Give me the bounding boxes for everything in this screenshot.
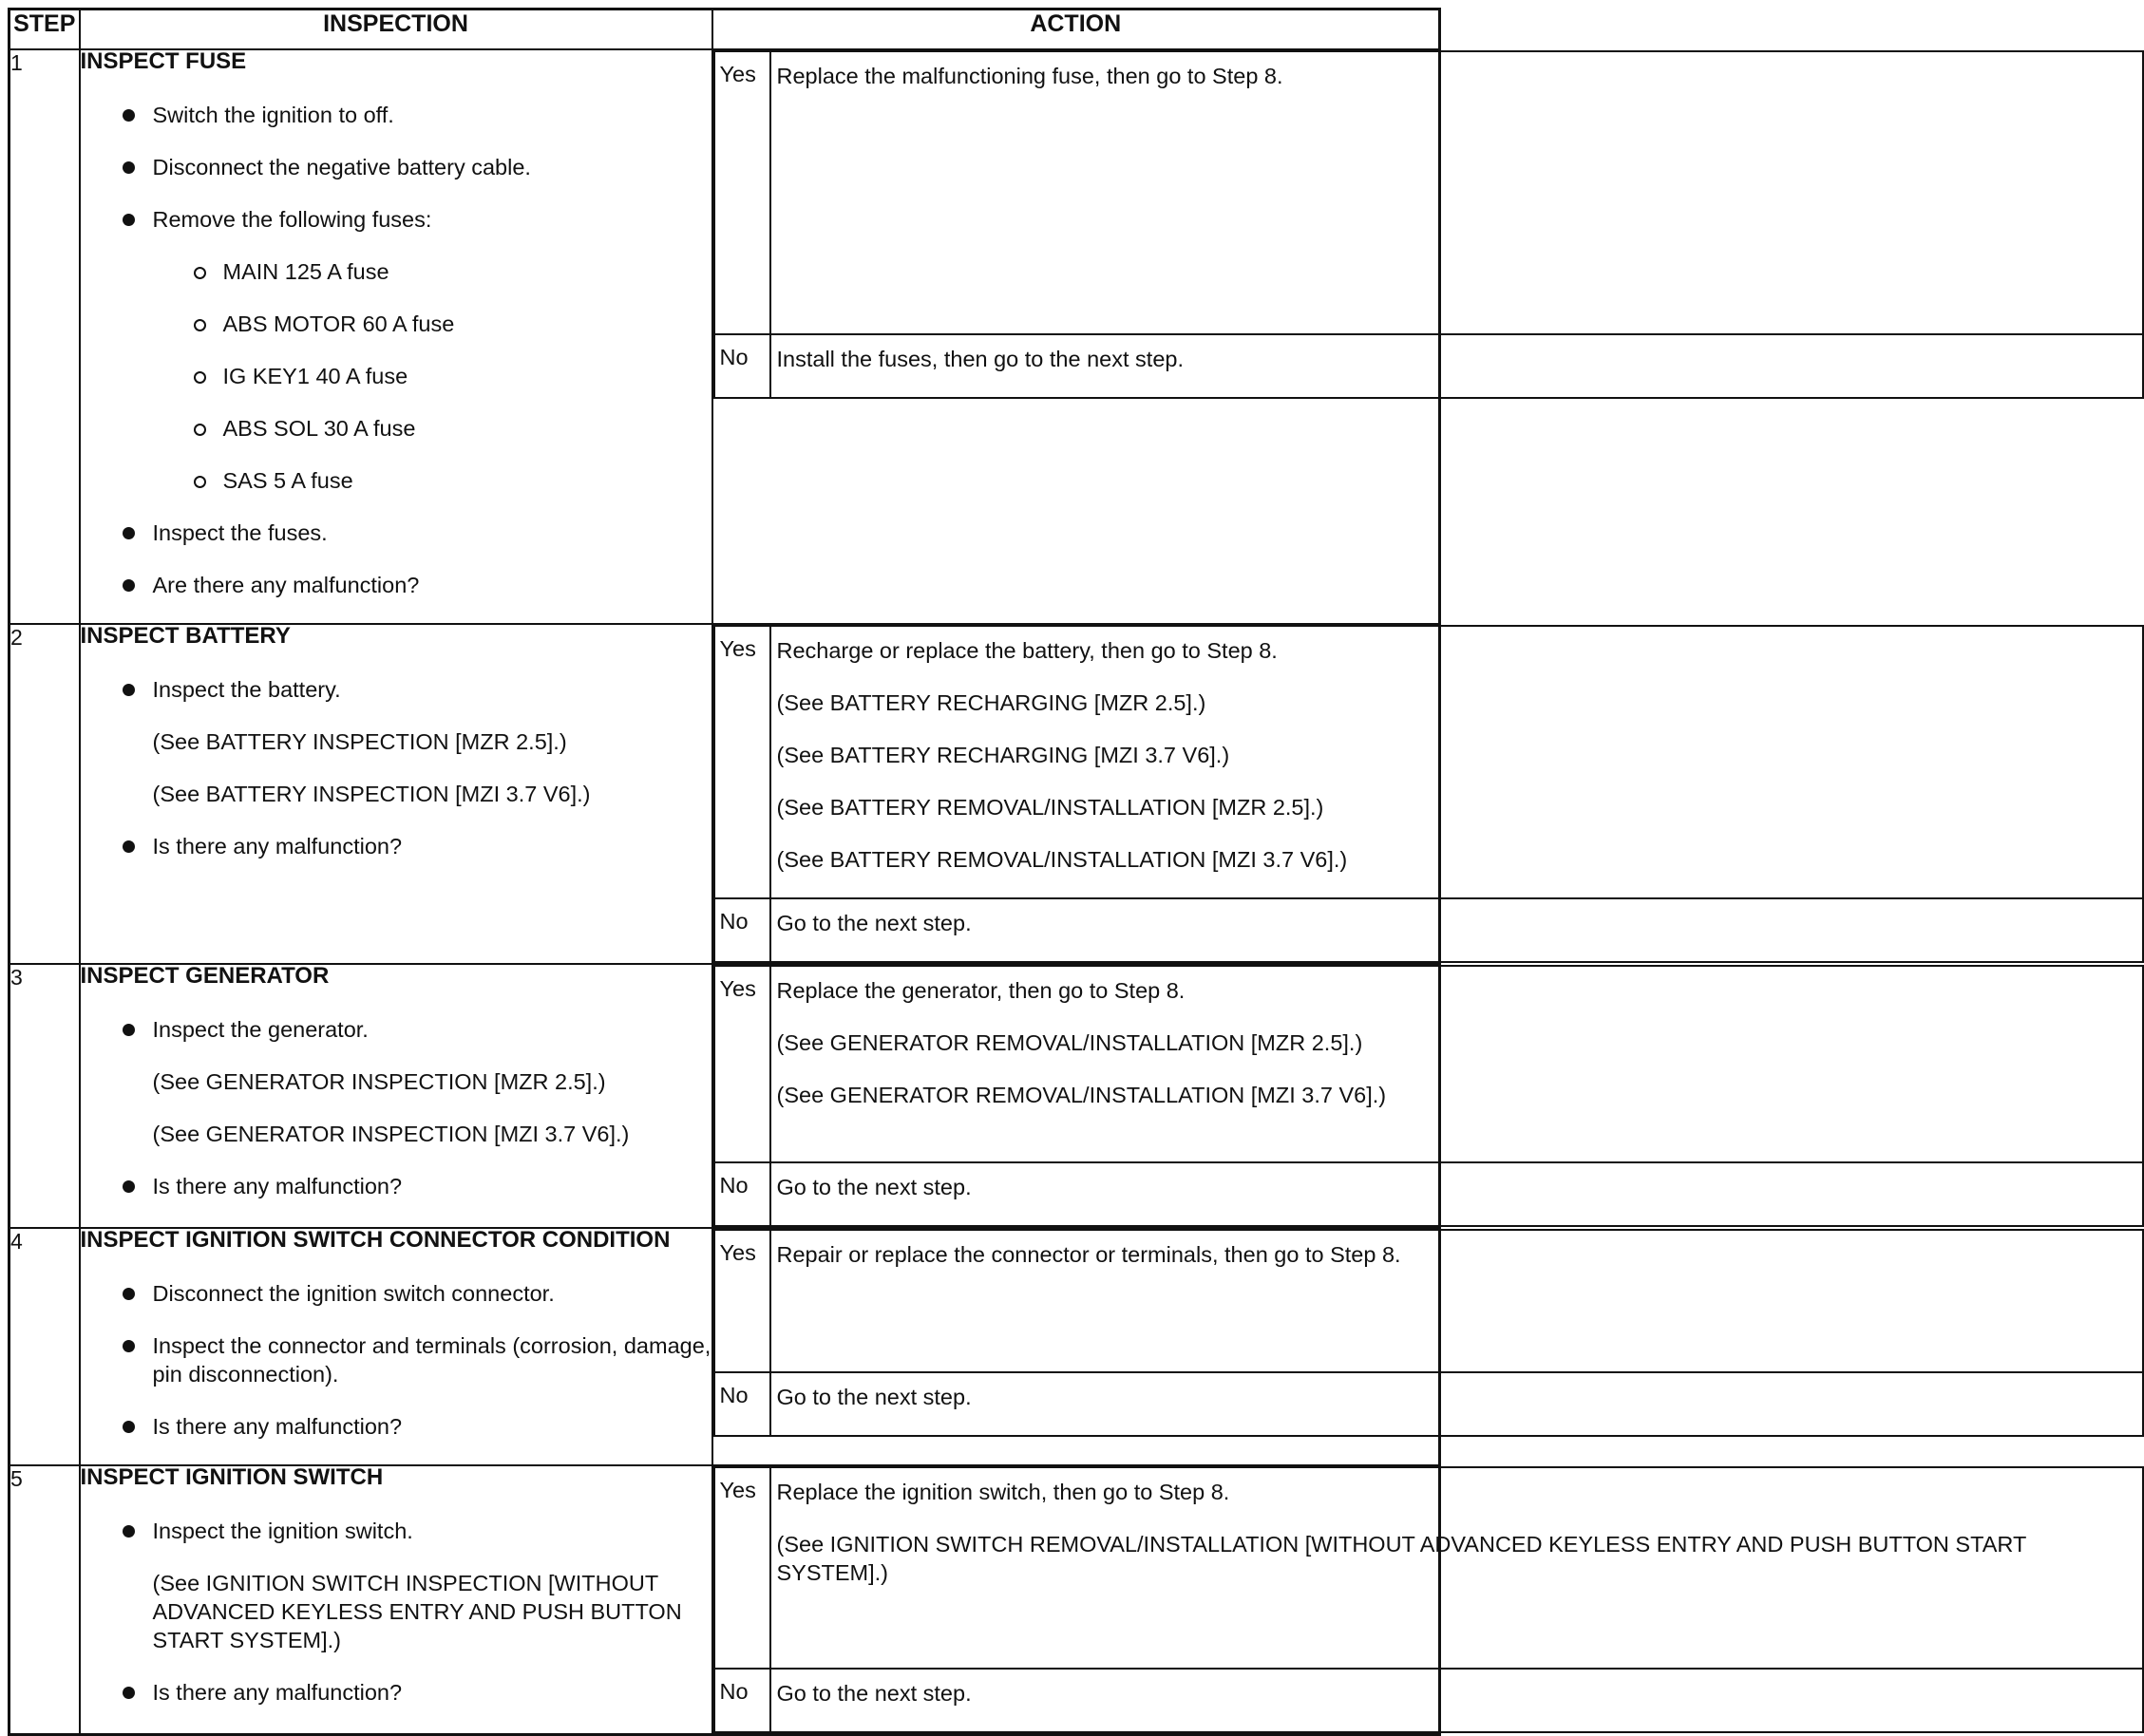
yes-row [714,626,2143,898]
action-cell [712,1465,2026,1735]
no-row [714,898,2143,962]
action-line: (See GENERATOR REMOVAL/INSTALLATION [MZI 3.7 V6].) [776,1083,1387,1107]
inspection-cell [80,624,712,964]
bullet-item: Is there any malfunction? [81,1172,712,1200]
action-line: Replace the generator, then go to Step 8. [776,978,1186,1003]
yes-row [714,1230,2143,1372]
no-label: No [714,1162,770,1226]
yes-label: Yes [714,51,770,334]
reference-note: (See BATTERY INSPECTION [MZI 3.7 V6].) [152,782,591,806]
no-action [770,334,2143,398]
step-row-5 [9,1465,1440,1735]
step-number: 5 [9,1465,80,1735]
inspection-cell [80,49,712,624]
bullet-item: Disconnect the negative battery cable. [81,153,712,181]
troubleshooting-table-container [8,8,2026,1706]
no-action [770,1669,2143,1732]
step-number: 2 [9,624,80,964]
step-header: STEP [9,9,80,50]
action-line: Go to the next step. [776,1681,972,1706]
yes-label: Yes [714,626,770,898]
action-line: (See GENERATOR REMOVAL/INSTALLATION [MZR 2.5].) [776,1030,1363,1055]
yes-no-table [713,965,2144,1227]
yes-row [714,966,2143,1162]
sub-bullet-item: MAIN 125 A fuse [81,257,712,286]
no-row [714,334,2143,398]
yes-no-table [713,625,2144,963]
step-row-3 [9,964,1440,1228]
action-line: Go to the next step. [776,1385,972,1409]
inspection-cell [80,1465,712,1735]
inspection-title: INSPECT IGNITION SWITCH [80,1464,384,1490]
step-row-4 [9,1228,1440,1465]
yes-label: Yes [714,1467,770,1669]
action-line: Go to the next step. [776,911,972,935]
bullet-item: Disconnect the ignition switch connector. [81,1279,712,1308]
action-line: (See BATTERY REMOVAL/INSTALLATION [MZR 2.5].) [776,795,1324,820]
bullet-item: Is there any malfunction? [81,1678,712,1707]
action-line: Repair or replace the connector or terminals, then go to Step 8. [776,1242,1401,1267]
reference-note: (See GENERATOR INSPECTION [MZI 3.7 V6].) [152,1122,630,1146]
yes-row [714,51,2143,334]
yes-action [770,966,2143,1162]
no-label: No [714,1372,770,1436]
step-number: 3 [9,964,80,1228]
bullet-item: Inspect the fuses. [81,519,712,547]
no-action [770,898,2143,962]
yes-row [714,1467,2143,1669]
sub-bullet-item: ABS SOL 30 A fuse [81,414,712,443]
action-header: ACTION [712,9,1440,50]
action-line: Install the fuses, then go to the next step. [776,347,1184,371]
action-line: Replace the malfunctioning fuse, then go to Step 8. [776,64,1283,88]
no-label: No [714,1669,770,1732]
bullet-item: Switch the ignition to off. [81,101,712,129]
action-line: (See BATTERY REMOVAL/INSTALLATION [MZI 3.7 V6].) [776,847,1348,872]
reference-note: (See GENERATOR INSPECTION [MZR 2.5].) [152,1069,606,1094]
inspection-title: INSPECT BATTERY [80,623,291,649]
no-action [770,1372,2143,1436]
bullet-item: Remove the following fuses: [81,205,712,234]
action-cell [712,964,1440,1228]
step-row-2 [9,624,1440,964]
no-action [770,1162,2143,1226]
action-line: Replace the ignition switch, then go to Step 8. [776,1480,1230,1504]
yes-action [770,1230,2143,1372]
yes-label: Yes [714,1230,770,1372]
bullet-item: Are there any malfunction? [81,571,712,599]
action-line: (See BATTERY RECHARGING [MZR 2.5].) [776,690,1206,715]
yes-label: Yes [714,966,770,1162]
troubleshooting-table [8,8,2026,1736]
no-label: No [714,898,770,962]
bullet-item: Is there any malfunction? [81,832,712,860]
sub-bullet-item: SAS 5 A fuse [81,466,712,495]
action-cell [712,624,1440,964]
bullet-item: Is there any malfunction? [81,1412,712,1441]
action-line: Recharge or replace the battery, then go to Step 8. [776,638,1278,663]
step-number: 1 [9,49,80,624]
step-number: 4 [9,1228,80,1465]
yes-action [770,51,2143,334]
inspection-title: INSPECT GENERATOR [80,963,330,989]
no-row [714,1669,2143,1732]
bullet-item: Inspect the generator. [81,1015,712,1044]
bullet-item: Inspect the battery. [81,675,712,704]
yes-no-table [713,1466,2144,1733]
sub-bullet-item: ABS MOTOR 60 A fuse [81,310,712,338]
action-line: (See BATTERY RECHARGING [MZI 3.7 V6].) [776,743,1230,767]
step-row-1 [9,49,1440,624]
no-row [714,1372,2143,1436]
inspection-cell [80,1228,712,1465]
yes-action [770,1467,2143,1669]
yes-no-table [713,1229,2144,1437]
no-label: No [714,334,770,398]
action-line: Go to the next step. [776,1175,972,1199]
no-row [714,1162,2143,1226]
sub-bullet-item: IG KEY1 40 A fuse [81,362,712,390]
inspection-cell [80,964,712,1228]
inspection-title: INSPECT FUSE [80,48,247,74]
bullet-item: Inspect the connector and terminals (corrosion, damage, pin disconnection). [81,1331,712,1388]
yes-action [770,626,2143,898]
reference-note: (See BATTERY INSPECTION [MZR 2.5].) [152,729,567,754]
inspection-title: INSPECT IGNITION SWITCH CONNECTOR CONDITION [80,1227,671,1253]
action-cell [712,49,1440,624]
yes-no-table [713,50,2144,399]
bullet-item: Inspect the ignition switch. [81,1517,712,1545]
step-rows [9,48,2026,1735]
inspection-header: INSPECTION [80,9,712,50]
header-row [9,9,1440,50]
action-cell [712,1228,1440,1465]
reference-note: (See IGNITION SWITCH INSPECTION [WITHOUT ADVANCED KEYLESS ENTRY AND PUSH BUTTON START SYSTEM].) [152,1571,682,1652]
action-line: (See IGNITION SWITCH REMOVAL/INSTALLATION [WITHOUT ADVANCED KEYLESS ENTRY AND PUSH BUTTON START SYSTEM].) [776,1532,2026,1585]
